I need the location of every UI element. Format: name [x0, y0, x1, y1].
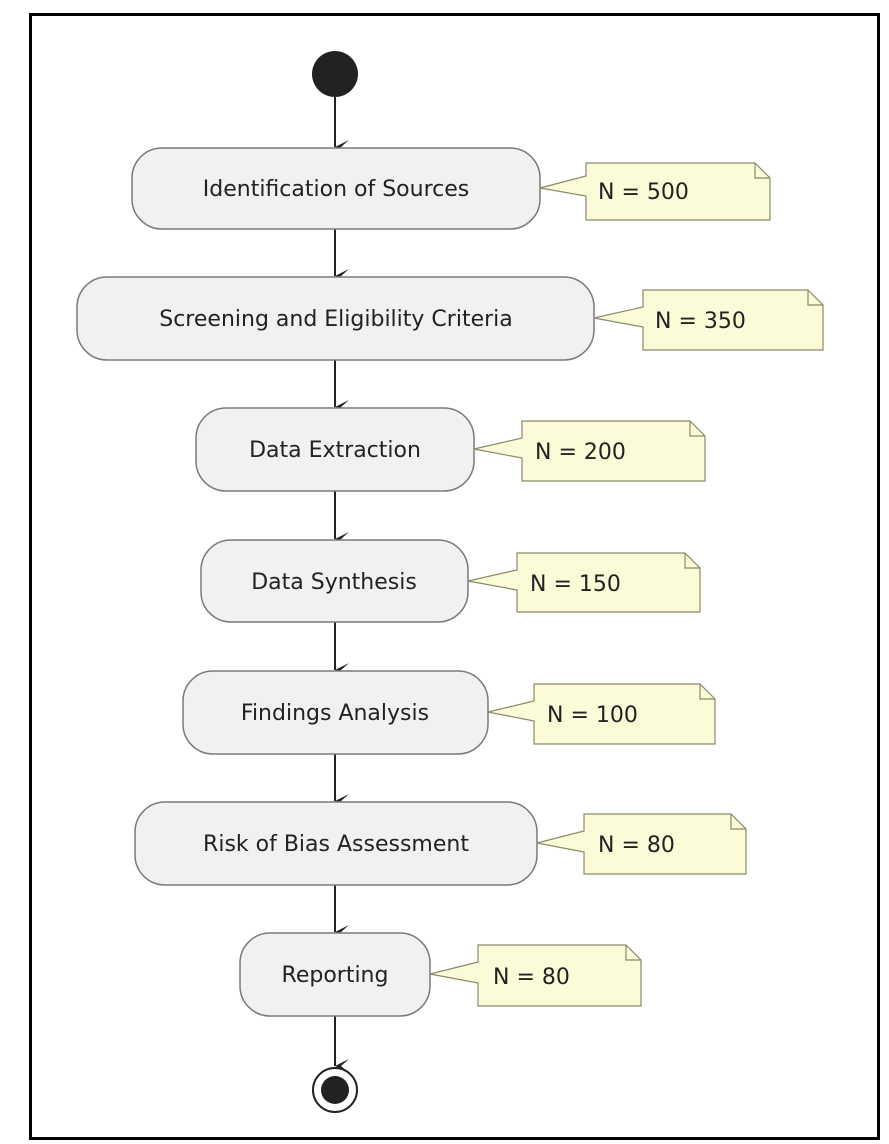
step-6-label: Risk of Bias Assessment — [203, 832, 469, 857]
note-step-1 — [540, 163, 770, 220]
end-node-icon — [313, 1068, 357, 1112]
activity-step-6[interactable] — [135, 802, 537, 885]
note-step-3 — [474, 421, 705, 481]
step-7-label: Reporting — [281, 963, 389, 988]
activity-step-4[interactable] — [201, 540, 468, 622]
activity-step-3[interactable] — [196, 408, 474, 491]
note-7-text: N = 80 — [493, 965, 570, 990]
activity-step-7[interactable] — [240, 933, 430, 1016]
activity-step-5[interactable] — [183, 671, 488, 754]
step-1-label: Identification of Sources — [202, 177, 470, 202]
note-2-text: N = 350 — [655, 309, 746, 334]
note-step-4 — [468, 553, 700, 612]
note-4-text: N = 150 — [530, 572, 621, 597]
note-step-5 — [488, 684, 715, 744]
note-3-text: N = 200 — [535, 440, 626, 465]
note-6-text: N = 80 — [598, 833, 675, 858]
step-4-label: Data Synthesis — [251, 570, 417, 595]
step-5-label: Findings Analysis — [240, 701, 430, 726]
step-3-label: Data Extraction — [249, 438, 421, 463]
activity-step-2[interactable] — [77, 277, 594, 360]
start-node-icon — [312, 51, 358, 97]
note-step-2 — [594, 290, 823, 350]
note-step-6 — [537, 814, 746, 874]
note-5-text: N = 100 — [547, 703, 638, 728]
note-1-text: N = 500 — [598, 180, 689, 205]
activity-step-1[interactable] — [132, 148, 540, 229]
step-2-label: Screening and Eligibility Criteria — [159, 307, 513, 332]
note-step-7 — [430, 945, 641, 1006]
